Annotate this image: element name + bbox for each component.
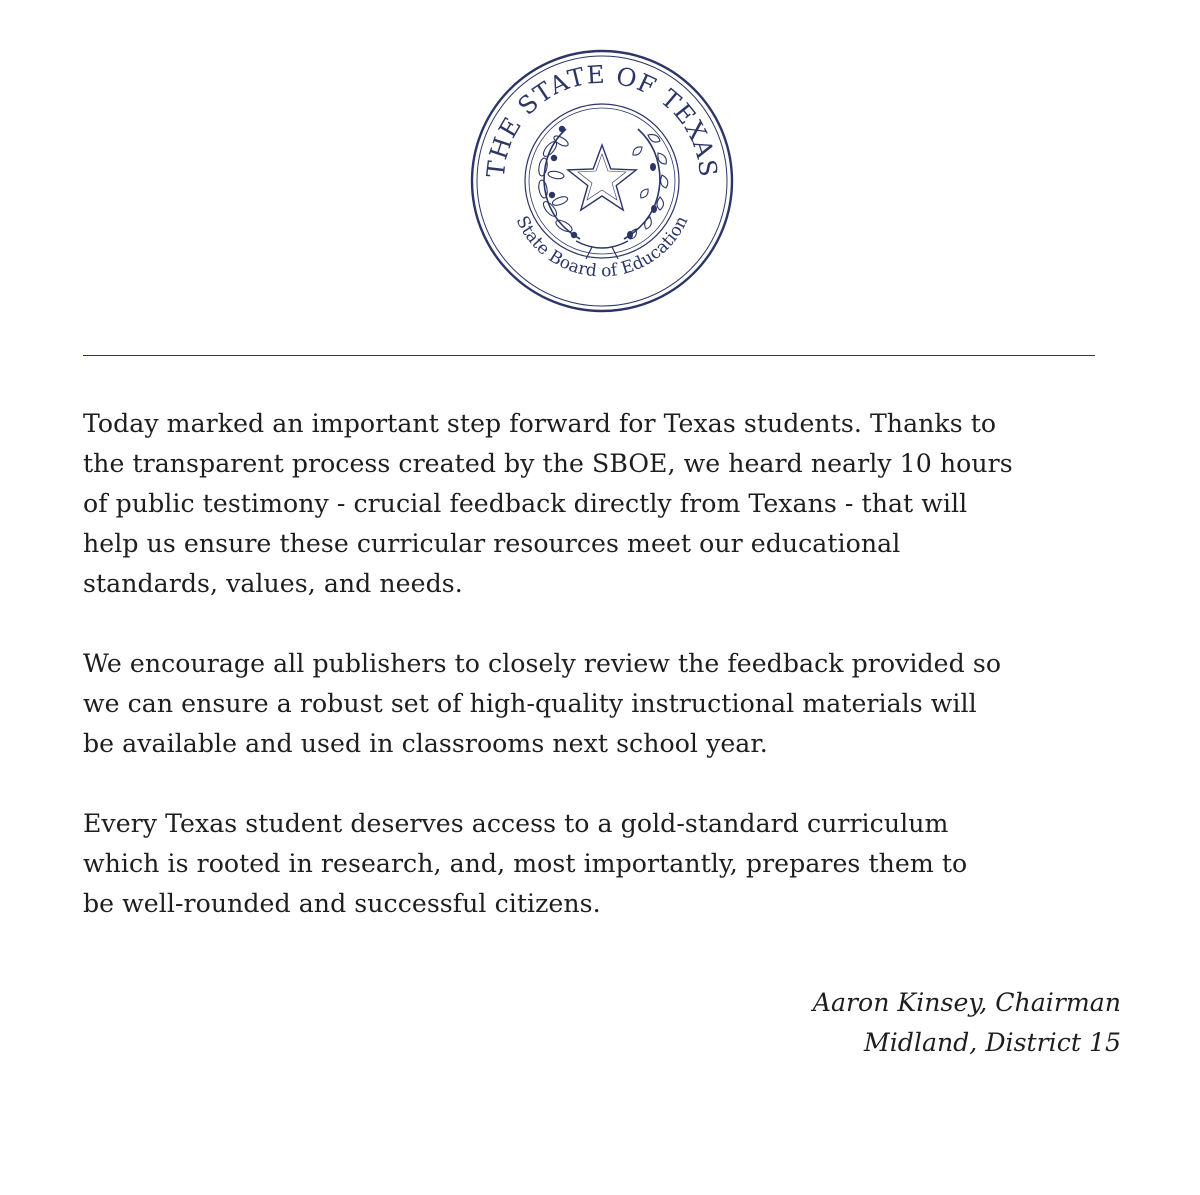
signature-block — [813, 983, 1121, 1063]
text-line: be available and used in classrooms next school year. — [83, 729, 768, 758]
state-board-seal — [470, 49, 734, 313]
text-line: which is rooted in research, and, most importantly, prepares them to — [83, 849, 968, 878]
text-line: we can ensure a robust set of high-quality instructional materials will — [83, 689, 977, 718]
seal-inner-text: State Board of Education — [511, 212, 693, 282]
text-line: help us ensure these curricular resources meet our educational — [83, 529, 901, 558]
svg-text:State Board of Education — [512, 213, 693, 282]
section-divider — [83, 355, 1095, 356]
paragraph — [83, 804, 1128, 924]
statement-body — [83, 404, 1128, 924]
paragraph — [83, 644, 1128, 764]
text-line: Every Texas student deserves access to a gold-standard curriculum — [83, 809, 949, 838]
texas-state-seal-icon — [470, 49, 734, 313]
text-line: the transparent process created by the SBOE, we heard nearly 10 hours — [83, 449, 1013, 478]
text-line: be well-rounded and successful citizens. — [83, 889, 601, 918]
text-line: Today marked an important step forward for Texas students. Thanks to — [83, 409, 997, 438]
signer-name-title: Aaron Kinsey, Chairman — [812, 988, 1121, 1017]
signer-location: Midland, District 15 — [863, 1028, 1121, 1057]
text-line: of public testimony - crucial feedback directly from Texans - that will — [83, 489, 968, 518]
svg-text:THE STATE OF TEXAS — [481, 60, 723, 179]
seal-outer-text: THE STATE OF TEXAS — [480, 59, 724, 179]
text-line: standards, values, and needs. — [83, 569, 463, 598]
paragraph — [83, 404, 1128, 604]
text-line: We encourage all publishers to closely review the feedback provided so — [83, 649, 1002, 678]
